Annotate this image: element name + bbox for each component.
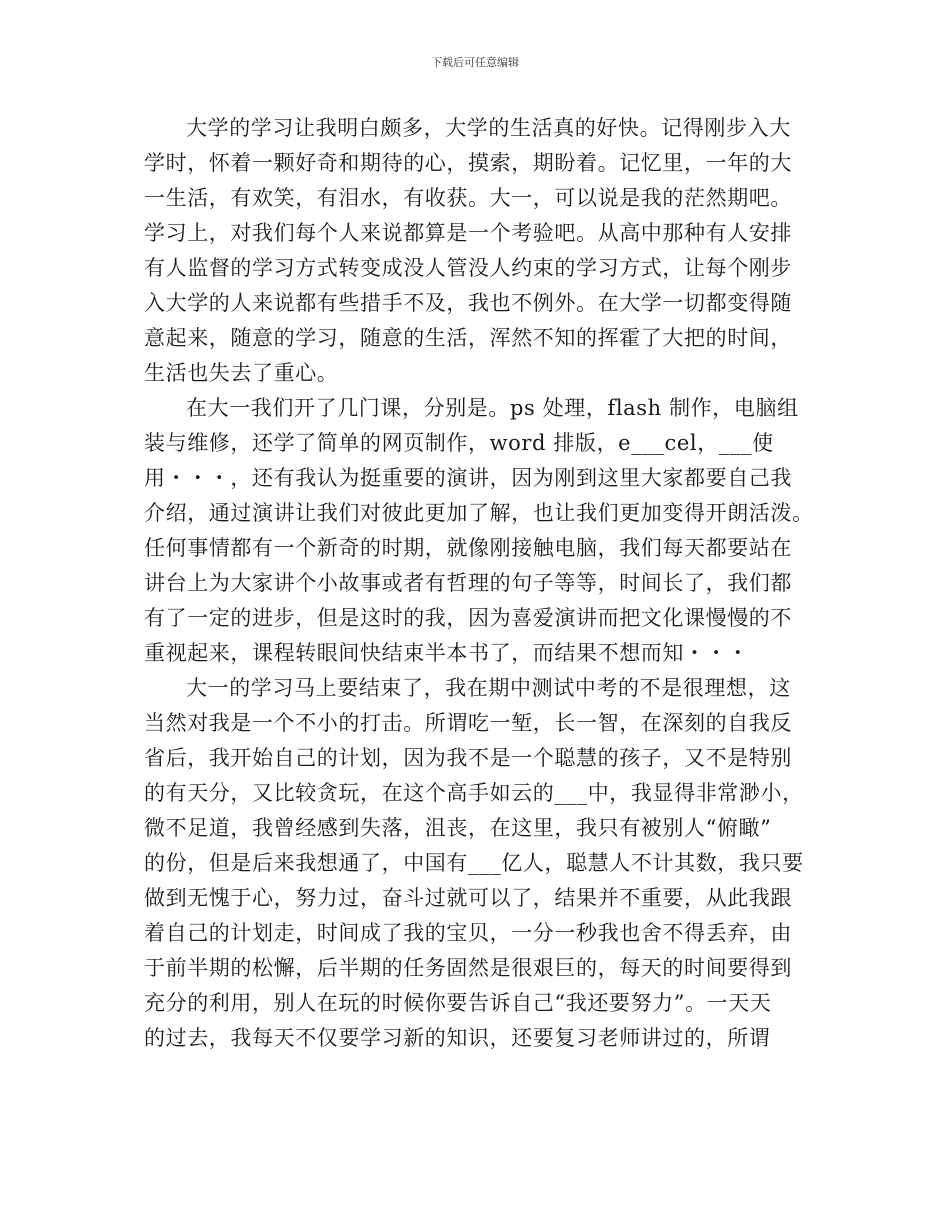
- text-line: 于前半期的松懈，后半期的任务固然是很艰巨的，每天的时间要得到: [144, 956, 792, 980]
- text-line: 学时，怀着一颗好奇和期待的心，摸索，期盼着。记忆里，一年的大: [144, 151, 792, 175]
- text-line: 做到无愧于心，努力过，奋斗过就可以了，结果并不重要，从此我跟: [144, 886, 792, 910]
- text-line: 的有天分，又比较贪玩，在这个高手如云的___中，我显得非常渺小，: [144, 781, 804, 805]
- text-line: 大一的学习马上要结束了，我在期中测试中考的不是很理想，这: [186, 676, 791, 700]
- text-line: 装与维修，还学了简单的网页制作，word 排版，e___cel，___使: [144, 431, 774, 455]
- text-line: 入大学的人来说都有些措手不及，我也不例外。在大学一切都变得随: [144, 291, 792, 315]
- text-line: 一生活，有欢笑，有泪水，有收获。大一，可以说是我的茫然期吧。: [144, 186, 792, 210]
- text-line: 任何事情都有一个新奇的时期，就像刚接触电脑，我们每天都要站在: [144, 536, 792, 560]
- text-line: 讲台上为大家讲个小故事或者有哲理的句子等等，时间长了，我们都: [144, 571, 792, 595]
- text-line: 学习上，对我们每个人来说都算是一个考验吧。从高中那种有人安排: [144, 221, 792, 245]
- text-line: 生活也失去了重心。: [144, 361, 339, 385]
- text-line: 微不足道，我曾经感到失落，沮丧，在这里，我只有被别人“俯瞰”: [144, 816, 772, 840]
- text-line: 有人监督的学习方式转变成没人管没人约束的学习方式，让每个刚步: [144, 256, 792, 280]
- page-header: 下载后可任意编辑: [431, 56, 519, 69]
- text-line: 重视起来，课程转眼间快结束半本书了，而结果不想而知・・・: [144, 641, 749, 665]
- document-body: [144, 111, 814, 1056]
- text-line: 着自己的计划走，时间成了我的宝贝，一分一秒我也舍不得丢弃，由: [144, 921, 792, 945]
- text-line: 当然对我是一个不小的打击。所谓吃一堑，长一智，在深刻的自我反: [144, 711, 792, 735]
- text-line: 有了一定的进步，但是这时的我，因为喜爱演讲而把文化课慢慢的不: [144, 606, 792, 630]
- text-line: 的份，但是后来我想通了，中国有___亿人，聪慧人不计其数，我只要: [144, 851, 804, 875]
- text-line: 省后，我开始自己的计划，因为我不是一个聪慧的孩子，又不是特别: [144, 746, 792, 770]
- text-line: 意起来，随意的学习，随意的生活，浑然不知的挥霍了大把的时间，: [144, 326, 792, 350]
- text-line: 介绍，通过演讲让我们对彼此更加了解，也让我们更加变得开朗活泼。: [144, 501, 814, 525]
- text-line: 的过去，我每天不仅要学习新的知识，还要复习老师讲过的，所谓: [144, 1026, 771, 1050]
- text-line: 充分的利用，别人在玩的时候你要告诉自己“我还要努力”。一天天: [144, 991, 772, 1015]
- text-line: 用・・・，还有我认为挺重要的演讲，因为刚到这里大家都要自己我: [144, 466, 792, 490]
- text-line: 大学的学习让我明白颇多，大学的生活真的好快。记得刚步入大: [186, 116, 791, 140]
- text-line: 在大一我们开了几门课，分别是。ps 处理，flash 制作，电脑组: [186, 396, 799, 420]
